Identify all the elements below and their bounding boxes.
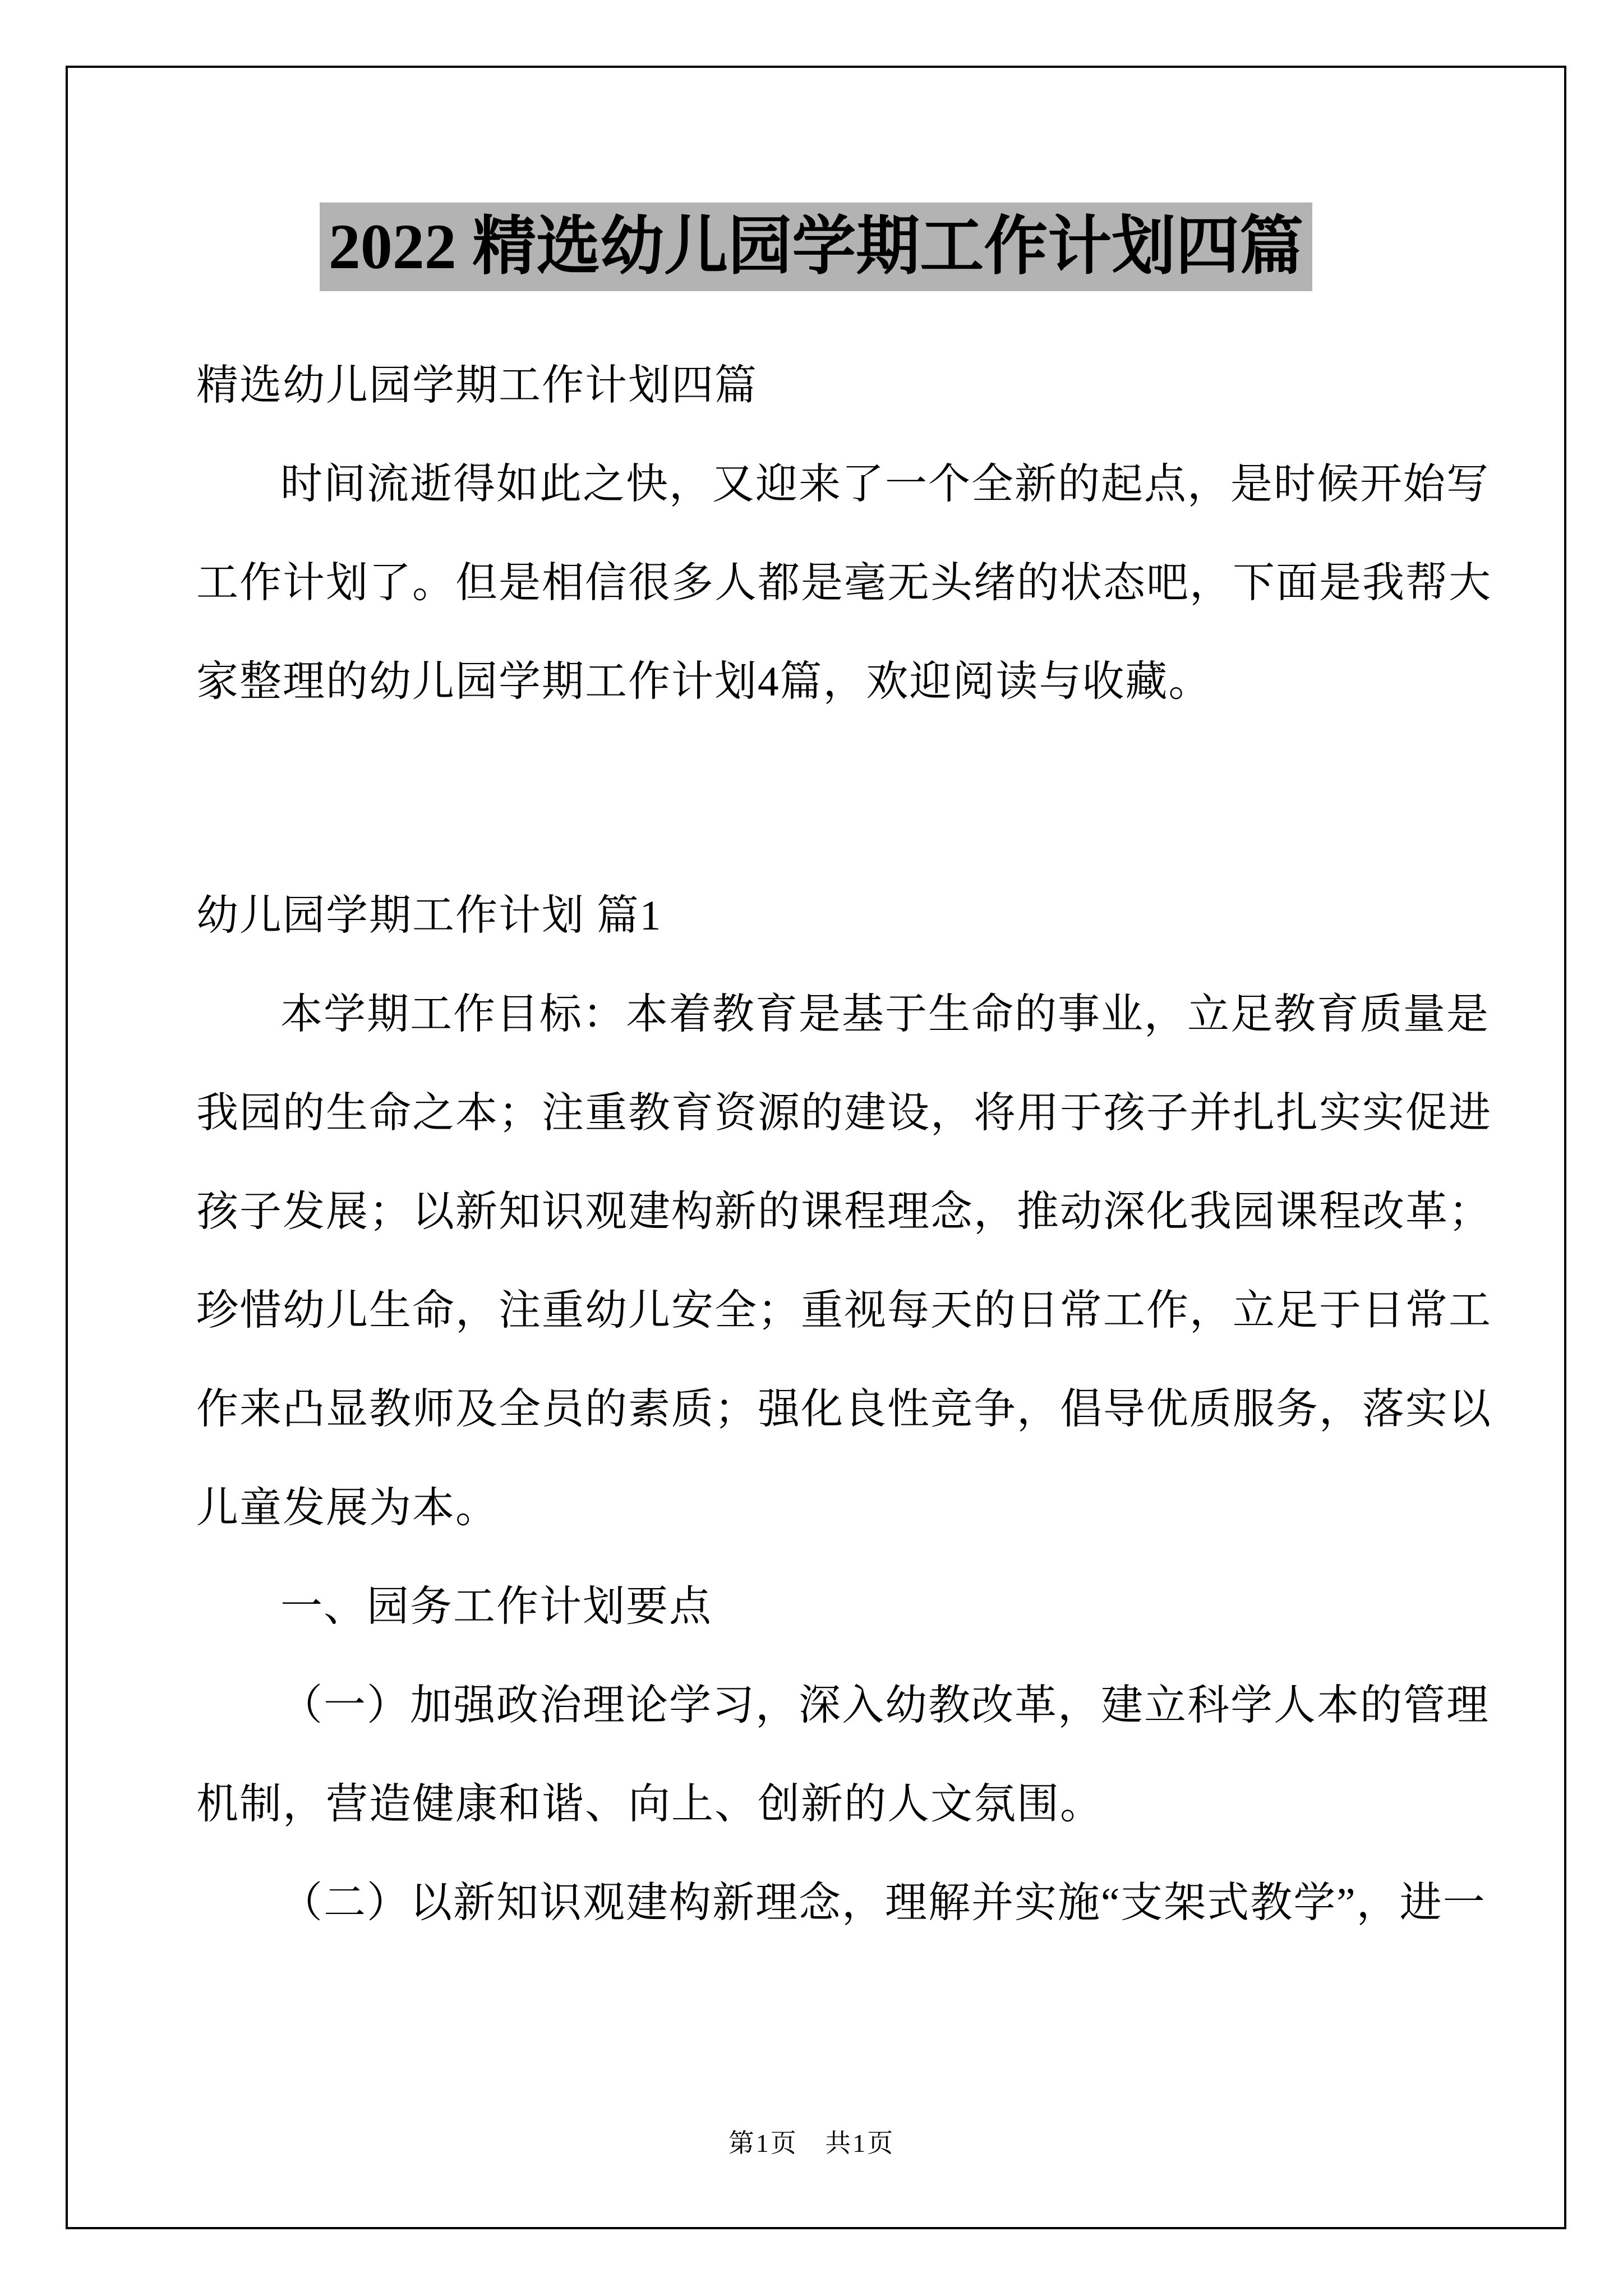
- body-line: 本学期工作目标：本着教育是基于生命的事业，立足教育质量是: [280, 991, 1490, 1038]
- title-highlight: [320, 203, 1313, 291]
- body-line: 孩子发展；以新知识观建构新的课程理念，推动深化我园课程改革；: [196, 1189, 1492, 1235]
- page-footer: [0, 2128, 1623, 2159]
- document-title-line: [66, 203, 1566, 291]
- section1-block: [196, 867, 1492, 1953]
- body-line: 精选幼儿园学期工作计划四篇: [196, 362, 758, 409]
- page-number-text: 第1页 共1页: [728, 2129, 895, 2157]
- body-line: 我园的生命之本；注重教育资源的建设，将用于孩子并扎扎实实促进: [196, 1090, 1492, 1137]
- body-line: 作来凸显教师及全员的素质；强化良性竞争，倡导优质服务，落实以: [196, 1386, 1492, 1433]
- list-item-heading-line: 一、园务工作计划要点: [280, 1584, 713, 1630]
- intro-paragraph-block: [196, 337, 1492, 731]
- section1-heading-line: 幼儿园学期工作计划 篇1: [196, 892, 662, 939]
- body-line: 工作计划了。但是相信很多人都是毫无头绪的状态吧，下面是我帮大: [196, 560, 1492, 606]
- body-line: 儿童发展为本。: [196, 1485, 499, 1531]
- body-line: 时间流逝得如此之快，又迎来了一个全新的起点，是时候开始写: [280, 461, 1490, 508]
- body-line: （二）以新知识观建构新理念，理解并实施“支架式教学”，进一: [280, 1880, 1486, 1926]
- document-title-text: 2022 精选幼儿园学期工作计划四篇: [328, 211, 1304, 282]
- body-line: 机制，营造健康和谐、向上、创新的人文氛围。: [196, 1781, 1104, 1828]
- body-line: （一）加强政治理论学习，深入幼教改革，建立科学人本的管理: [280, 1682, 1490, 1729]
- body-line: 珍惜幼儿生命，注重幼儿安全；重视每天的日常工作，立足于日常工: [196, 1287, 1492, 1334]
- body-line: 家整理的幼儿园学期工作计划4篇，欢迎阅读与收藏。: [196, 659, 1212, 705]
